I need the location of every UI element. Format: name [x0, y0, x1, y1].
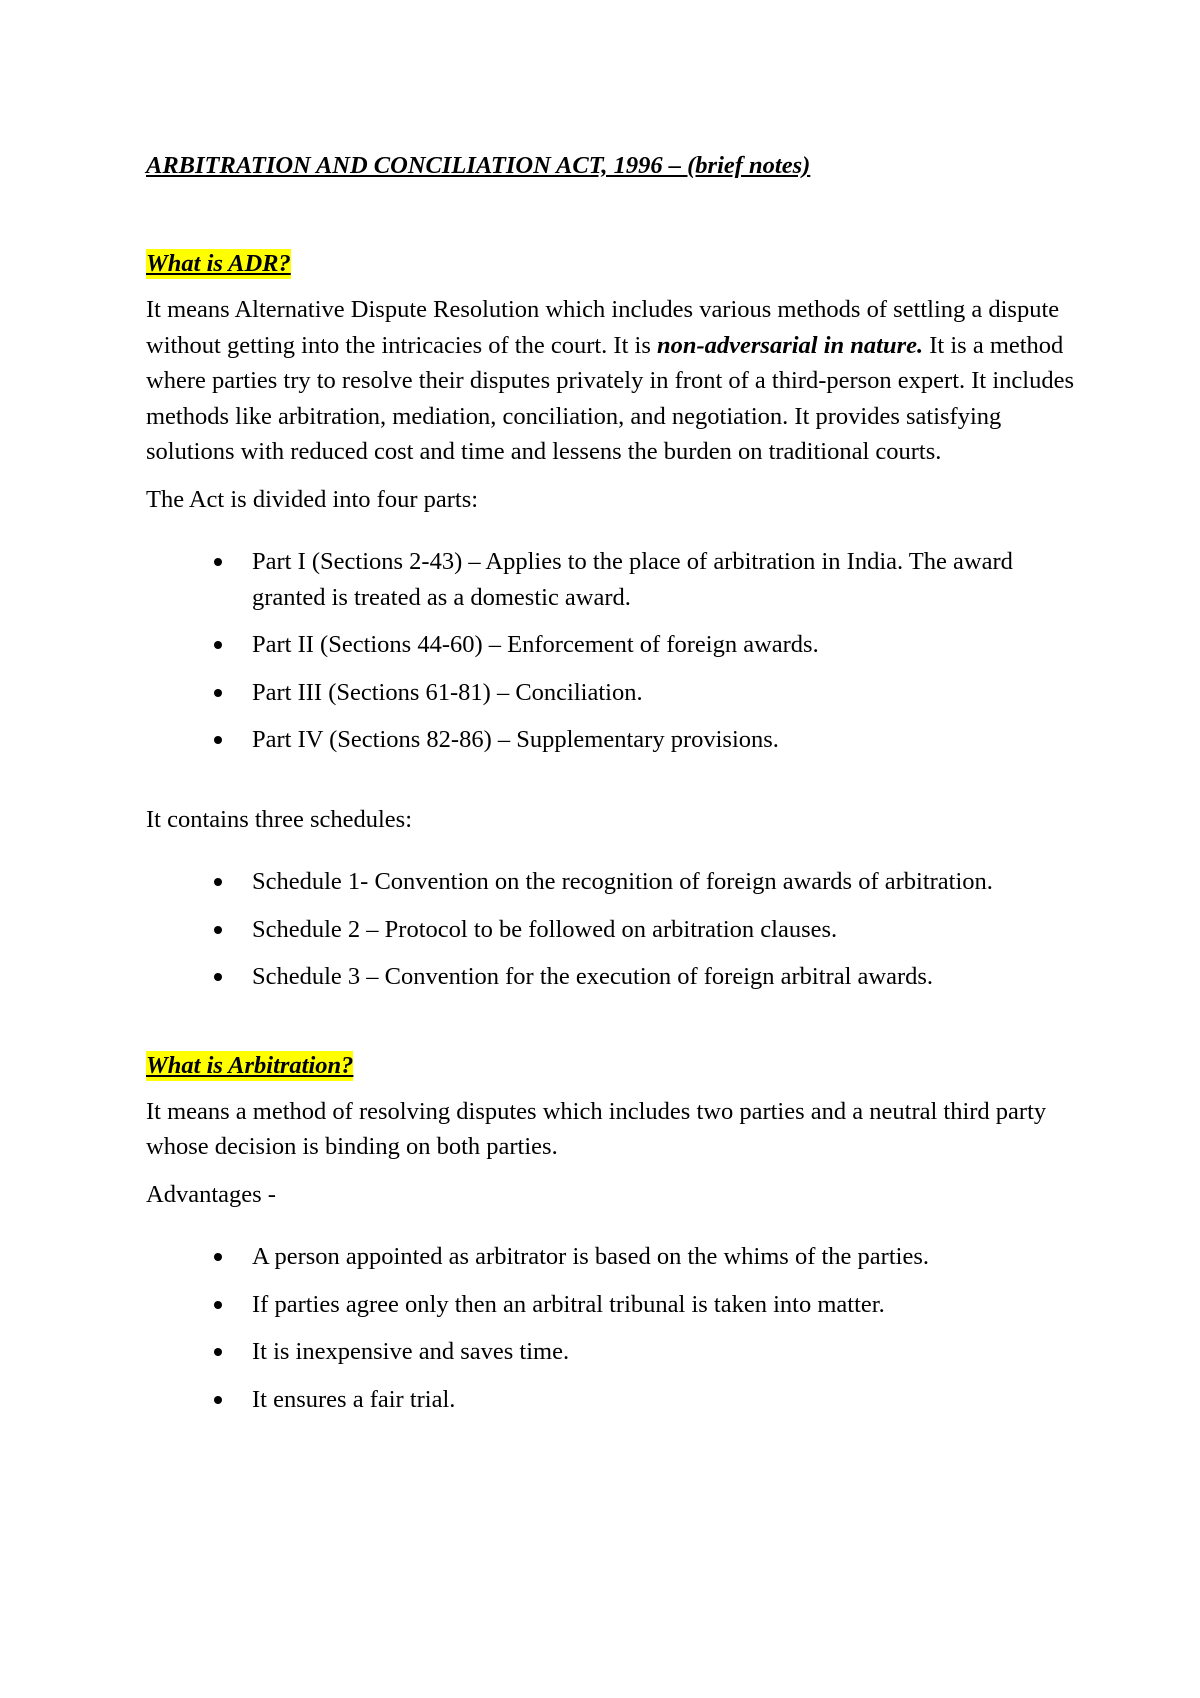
list-item	[146, 1239, 1076, 1275]
adr-intro-paragraph	[146, 292, 1076, 470]
section-heading-adr: What is ADR?	[146, 250, 291, 277]
list-item-text: Part IV (Sections 82-86) – Supplementary provisions.	[252, 726, 779, 753]
list-item	[146, 959, 1076, 995]
list-item	[146, 864, 1076, 900]
list-item-text: It ensures a fair trial.	[252, 1385, 456, 1413]
bullet-icon	[214, 1348, 222, 1356]
list-item-text: It is inexpensive and saves time.	[252, 1338, 570, 1365]
advantages-intro: Advantages -	[146, 1180, 276, 1208]
list-item	[146, 1382, 1076, 1418]
bullet-icon	[214, 878, 222, 886]
list-item-text: Schedule 3 – Convention for the execution of foreign arbitral awards.	[252, 963, 934, 990]
list-item-text: If parties agree only then an arbitral tribunal is taken into matter.	[252, 1290, 885, 1318]
adr-heading-wrap	[146, 246, 1076, 281]
list-item-text: Schedule 2 – Protocol to be followed on arbitration clauses.	[252, 915, 838, 943]
arbitration-definition: It means a method of resolving disputes which includes two parties and a neutral third party whose decision is binding on both parties.	[146, 1097, 1047, 1160]
list-item	[146, 544, 1076, 615]
bullet-icon	[214, 973, 222, 981]
adr-intro-text-2: It is a method where parties try to resolve their disputes privately in front of a third-person expert. It includes methods like arbitration, mediation, conciliation, and negotiation. It provides satisfying solutions with reduced cost and time and lessens the burden on traditional courts.	[146, 331, 1074, 465]
list-item-text: Schedule 1- Convention on the recognition of foreign awards of arbitration.	[252, 868, 993, 895]
adr-intro-emphasis: non-adversarial in nature.	[656, 331, 924, 359]
bullet-icon	[214, 926, 222, 934]
list-item-text: Part I (Sections 2-43) – Applies to the place of arbitration in India. The award granted is treated as a domestic award.	[252, 548, 1013, 611]
bullet-icon	[214, 641, 222, 649]
document-body	[146, 148, 1076, 1417]
schedules-intro: It contains three schedules:	[146, 805, 413, 833]
bullet-icon	[214, 558, 222, 566]
list-item	[146, 627, 1076, 663]
schedules-list	[146, 864, 1076, 995]
list-item-text: A person appointed as arbitrator is based on the whims of the parties.	[252, 1243, 929, 1270]
bullet-icon	[214, 689, 222, 697]
list-item-text: Part III (Sections 61-81) – Conciliation.	[252, 678, 643, 706]
list-item-text: Part II (Sections 44-60) – Enforcement of foreign awards.	[252, 631, 819, 658]
parts-list	[146, 544, 1076, 758]
parts-intro: The Act is divided into four parts:	[146, 485, 479, 513]
bullet-icon	[214, 1301, 222, 1309]
section-heading-arbitration: What is Arbitration?	[146, 1051, 354, 1079]
bullet-icon	[214, 1396, 222, 1404]
list-item	[146, 1334, 1076, 1370]
bullet-icon	[214, 736, 222, 744]
adr-intro-text-1: It means Alternative Dispute Resolution which includes various methods of settling a dispute without getting into the intricacies of the court. It is	[146, 296, 1060, 359]
list-item	[146, 912, 1076, 948]
list-item	[146, 1287, 1076, 1323]
bullet-icon	[214, 1253, 222, 1261]
list-item	[146, 675, 1076, 711]
list-item	[146, 722, 1076, 758]
document-title: ARBITRATION AND CONCILIATION ACT, 1996 – (brief notes)	[146, 152, 811, 179]
advantages-list	[146, 1239, 1076, 1417]
arbitration-heading-wrap	[146, 1048, 1076, 1083]
